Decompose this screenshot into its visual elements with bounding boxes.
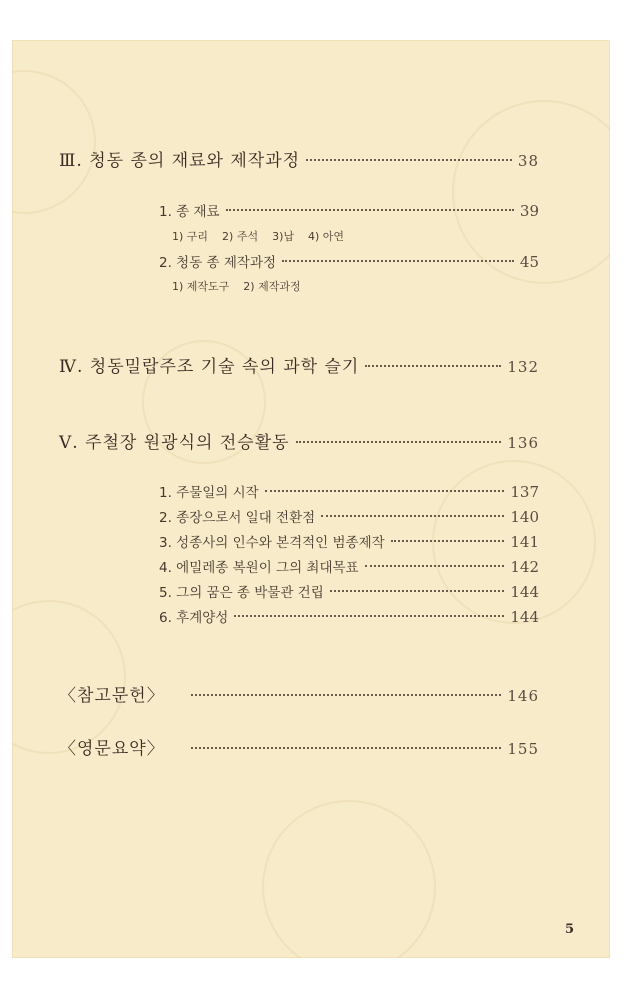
toc-entry-page: 45 bbox=[519, 253, 539, 271]
decorative-pattern bbox=[12, 600, 126, 754]
dot-leader bbox=[321, 515, 504, 517]
toc-entry-references[interactable] bbox=[59, 681, 539, 706]
dot-leader bbox=[191, 694, 502, 696]
dot-leader bbox=[306, 159, 512, 161]
toc-entry-section-5-1[interactable] bbox=[159, 481, 539, 501]
toc-entry-page: 141 bbox=[510, 533, 539, 551]
page-number: 5 bbox=[565, 922, 575, 937]
toc-entry-label: 1. 주물일의 시작 bbox=[159, 485, 259, 501]
document-page bbox=[12, 40, 610, 958]
dot-leader bbox=[365, 565, 505, 567]
dot-leader bbox=[265, 490, 505, 492]
toc-entry-page: 140 bbox=[510, 508, 539, 526]
toc-entry-page: 132 bbox=[507, 358, 539, 376]
toc-entry-section-3-1[interactable] bbox=[159, 200, 539, 220]
toc-subitem: 4) 아연 bbox=[308, 230, 345, 243]
toc-entry-section-5-5[interactable] bbox=[159, 581, 539, 601]
toc-entry-page: 146 bbox=[507, 687, 539, 705]
toc-entry-section-4[interactable] bbox=[59, 352, 539, 377]
toc-entry-page: 142 bbox=[510, 558, 539, 576]
dot-leader bbox=[330, 590, 505, 592]
toc-entry-label: Ⅲ. 청동 종의 재료와 제작과정 bbox=[59, 151, 301, 171]
toc-entry-section-5[interactable] bbox=[59, 428, 539, 453]
decorative-pattern bbox=[262, 800, 436, 958]
toc-subitem: 1) 구리 bbox=[172, 230, 209, 243]
toc-entry-label: 1. 종 재료 bbox=[159, 204, 220, 220]
toc-entry-label: 〈참고문헌〉 bbox=[59, 686, 165, 706]
toc-entry-page: 39 bbox=[519, 202, 539, 220]
toc-entry-label: 6. 후계양성 bbox=[159, 610, 229, 626]
toc-entry-page: 38 bbox=[517, 152, 539, 170]
toc-entry-label: 2. 청동 종 제작과정 bbox=[159, 255, 277, 271]
dot-leader bbox=[191, 747, 502, 749]
dot-leader bbox=[282, 260, 514, 262]
toc-entry-page: 144 bbox=[510, 608, 539, 626]
toc-subitem: 3)납 bbox=[272, 230, 295, 243]
toc-subitems-3-2 bbox=[172, 278, 315, 294]
toc-entry-page: 136 bbox=[507, 434, 539, 452]
dot-leader bbox=[226, 209, 514, 211]
toc-entry-label: 〈영문요약〉 bbox=[59, 739, 165, 759]
toc-subitem: 1) 제작도구 bbox=[172, 280, 230, 293]
toc-entry-label: 3. 성종사의 인수와 본격적인 범종제작 bbox=[159, 535, 385, 551]
toc-entry-label: 4. 에밀레종 복원이 그의 최대목표 bbox=[159, 560, 359, 576]
dot-leader bbox=[234, 615, 504, 617]
toc-entry-label: Ⅳ. 청동밀랍주조 기술 속의 과학 슬기 bbox=[59, 357, 360, 377]
toc-entry-section-5-6[interactable] bbox=[159, 606, 539, 626]
decorative-pattern bbox=[12, 70, 96, 214]
toc-entry-section-3-2[interactable] bbox=[159, 251, 539, 271]
toc-entry-section-3[interactable] bbox=[59, 146, 539, 171]
toc-entry-page: 144 bbox=[510, 583, 539, 601]
toc-subitem: 2) 제작과정 bbox=[243, 280, 301, 293]
dot-leader bbox=[296, 441, 502, 443]
toc-subitem: 2) 주석 bbox=[222, 230, 259, 243]
toc-entry-label: 2. 종장으로서 일대 전환점 bbox=[159, 510, 316, 526]
toc-entry-english-abstract[interactable] bbox=[59, 734, 539, 759]
toc-entry-label: 5. 그의 꿈은 종 박물관 건립 bbox=[159, 585, 324, 601]
toc-entry-page: 155 bbox=[507, 740, 539, 758]
toc-entry-section-5-2[interactable] bbox=[159, 506, 539, 526]
toc-entry-label: Ⅴ. 주철장 원광식의 전승활동 bbox=[59, 433, 290, 453]
dot-leader bbox=[365, 365, 501, 367]
toc-entry-page: 137 bbox=[510, 483, 539, 501]
toc-entry-section-5-4[interactable] bbox=[159, 556, 539, 576]
dot-leader bbox=[391, 540, 505, 542]
toc-subitems-3-1 bbox=[172, 228, 358, 244]
toc-entry-section-5-3[interactable] bbox=[159, 531, 539, 551]
